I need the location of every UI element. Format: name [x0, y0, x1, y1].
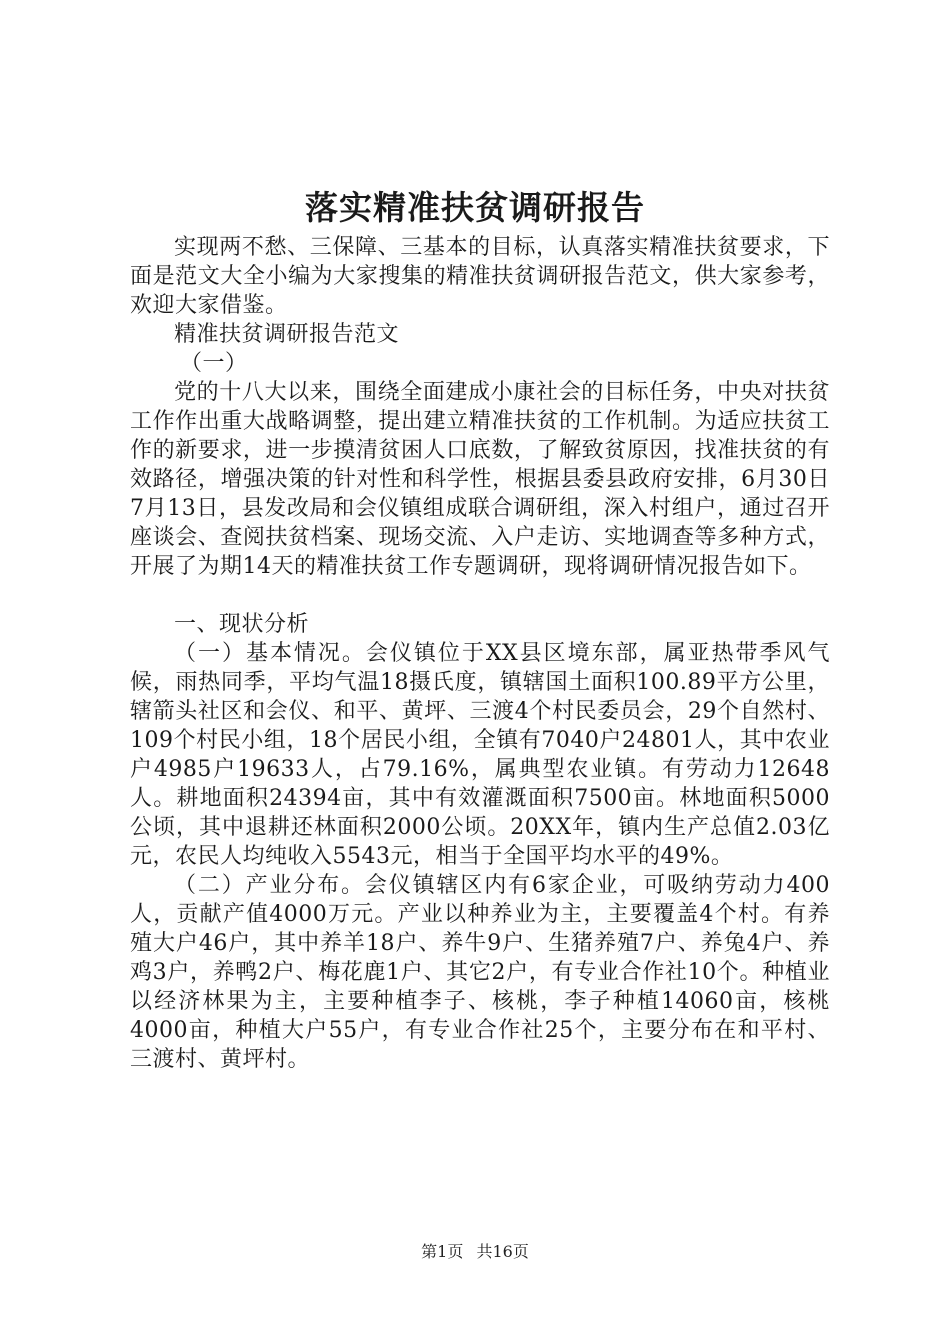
- part-label: （一）: [180, 351, 248, 376]
- section-heading: 一、现状分析: [174, 612, 310, 637]
- section-subtitle: 精准扶贫调研报告范文: [174, 322, 400, 347]
- page-number: 第1页: [421, 1242, 464, 1261]
- document-title: 落实精准扶贫调研报告: [305, 188, 645, 227]
- intro-paragraph: 实现两不愁、三保障、三基本的目标，认真落实精准扶贫要求，下面是范文大全小编为大家搜集的精准扶贫调研报告范文，供大家参考，欢迎大家借鉴。: [130, 235, 830, 318]
- body-paragraph: 党的十八大以来，围绕全面建成小康社会的目标任务，中央对扶贫工作作出重大战略调整，提出建立精准扶贫的工作机制。为适应扶贫工作的新要求，进一步摸清贫困人口底数，了解致贫原因，找准扶贫的有效路径，增强决策的针对性和科学性，根据县委县政府安排，6月30日7月13日，县发改局和会仪镇组成联合调研组，深入村组户，通过召开座谈会、查阅扶贫档案、现场交流、入户走访、实地调查等多种方式，开展了为期14天的精准扶贫工作专题调研，现将调研情况报告如下。: [130, 380, 830, 579]
- page-total: 共16页: [476, 1242, 529, 1261]
- document-body: [130, 233, 830, 1074]
- body-paragraph: （二）产业分布。会仪镇辖区内有6家企业，可吸纳劳动力400人，贡献产值4000万元。产业以种养业为主，主要覆盖4个村。有养殖大户46户，其中养羊18户、养牛9户、生猪养殖7户、养兔4户、养鸡3户，养鸭2户、梅花鹿1户、其它2户，有专业合作社10个。种植业以经济林果为主，主要种植李子、核桃，李子种植14060亩，核桃4000亩，种植大户55户，有专业合作社25个，主要分布在和平村、三渡村、黄坪村。: [130, 873, 830, 1072]
- page-footer: [0, 1240, 950, 1264]
- body-paragraph: （一）基本情况。会仪镇位于XX县区境东部，属亚热带季风气候，雨热同季，平均气温18摄氏度，镇辖国土面积100.89平方公里，辖箭头社区和会仪、和平、黄坪、三渡4个村民委员会，29个自然村、109个村民小组，18个居民小组，全镇有7040户24801人，其中农业户4985户19633人，占79.16%，属典型农业镇。有劳动力12648人。耕地面积24394亩，其中有效灌溉面积7500亩。林地面积5000公顷，其中退耕还林面积2000公顷。20XX年，镇内生产总值2.03亿元，农民人均纯收入5543元，相当于全国平均水平的49%。: [130, 641, 830, 869]
- paragraph-gap: [130, 581, 830, 610]
